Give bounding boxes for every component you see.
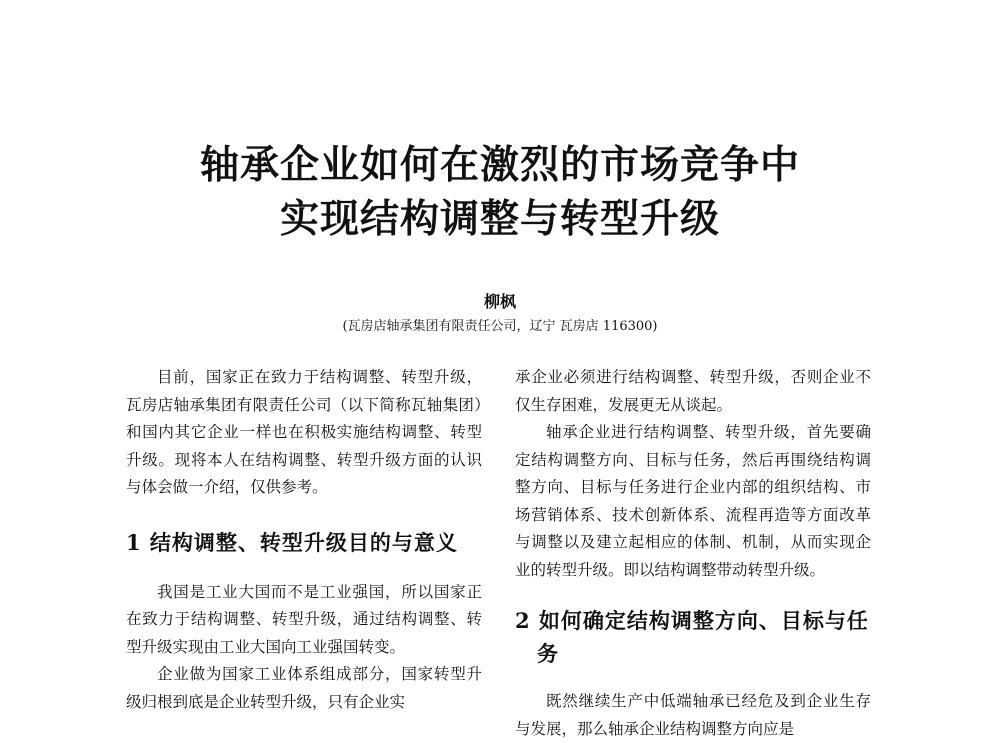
author-name: 柳枫 <box>483 292 516 311</box>
section-2-heading: 2 如何确定结构调整方向、目标与任务 <box>515 608 869 666</box>
article-title-line-1: 轴承企业如何在激烈的市场竞争中 <box>199 142 800 188</box>
section-1-paragraph-2: 企业做为国家工业体系组成部分，国家转型升级归根到底是企业转型升级，只有企业实 <box>126 665 482 711</box>
article-title-line-2: 实现结构调整与转型升级 <box>279 196 720 242</box>
intro-paragraph: 目前，国家正在致力于结构调整、转型升级，瓦房店轴承集团有限责任公司（以下简称瓦轴集团）和国内其它企业一样也在积极实施结构调整、转型升级。现将本人在结构调整、转型升级方面的认识与体会做一介绍，仅供参考。 <box>126 368 482 496</box>
section-2-paragraph-1: 既然继续生产中低端轴承已经危及到企业生存与发展，那么轴承企业结构调整方向应是 <box>515 692 871 738</box>
section-1-paragraph-1: 我国是工业大国而不是工业强国，所以国家正在致力于结构调整、转型升级，通过结构调整、转型升级实现由工业大国向工业强国转变。 <box>126 582 482 656</box>
right-column <box>515 364 871 743</box>
section-1-heading: 1 结构调整、转型升级目的与意义 <box>126 529 458 555</box>
left-column <box>126 364 482 716</box>
right-paragraph-2: 轴承企业进行结构调整、转型升级，首先要确定结构调整方向、目标与任务，然后再围绕结构调整方向、目标与任务进行企业内部的组织结构、市场营销体系、技术创新体系、流程再造等方面改革与调整以及建立起相应的体制、机制，从而实现企业的转型升级。即以结构调整带动转型升级。 <box>515 423 871 579</box>
continued-paragraph: 承企业必须进行结构调整、转型升级，否则企业不仅生存困难，发展更无从谈起。 <box>515 368 871 414</box>
author-affiliation: (瓦房店轴承集团有限责任公司，辽宁 瓦房店 116300) <box>342 319 658 334</box>
